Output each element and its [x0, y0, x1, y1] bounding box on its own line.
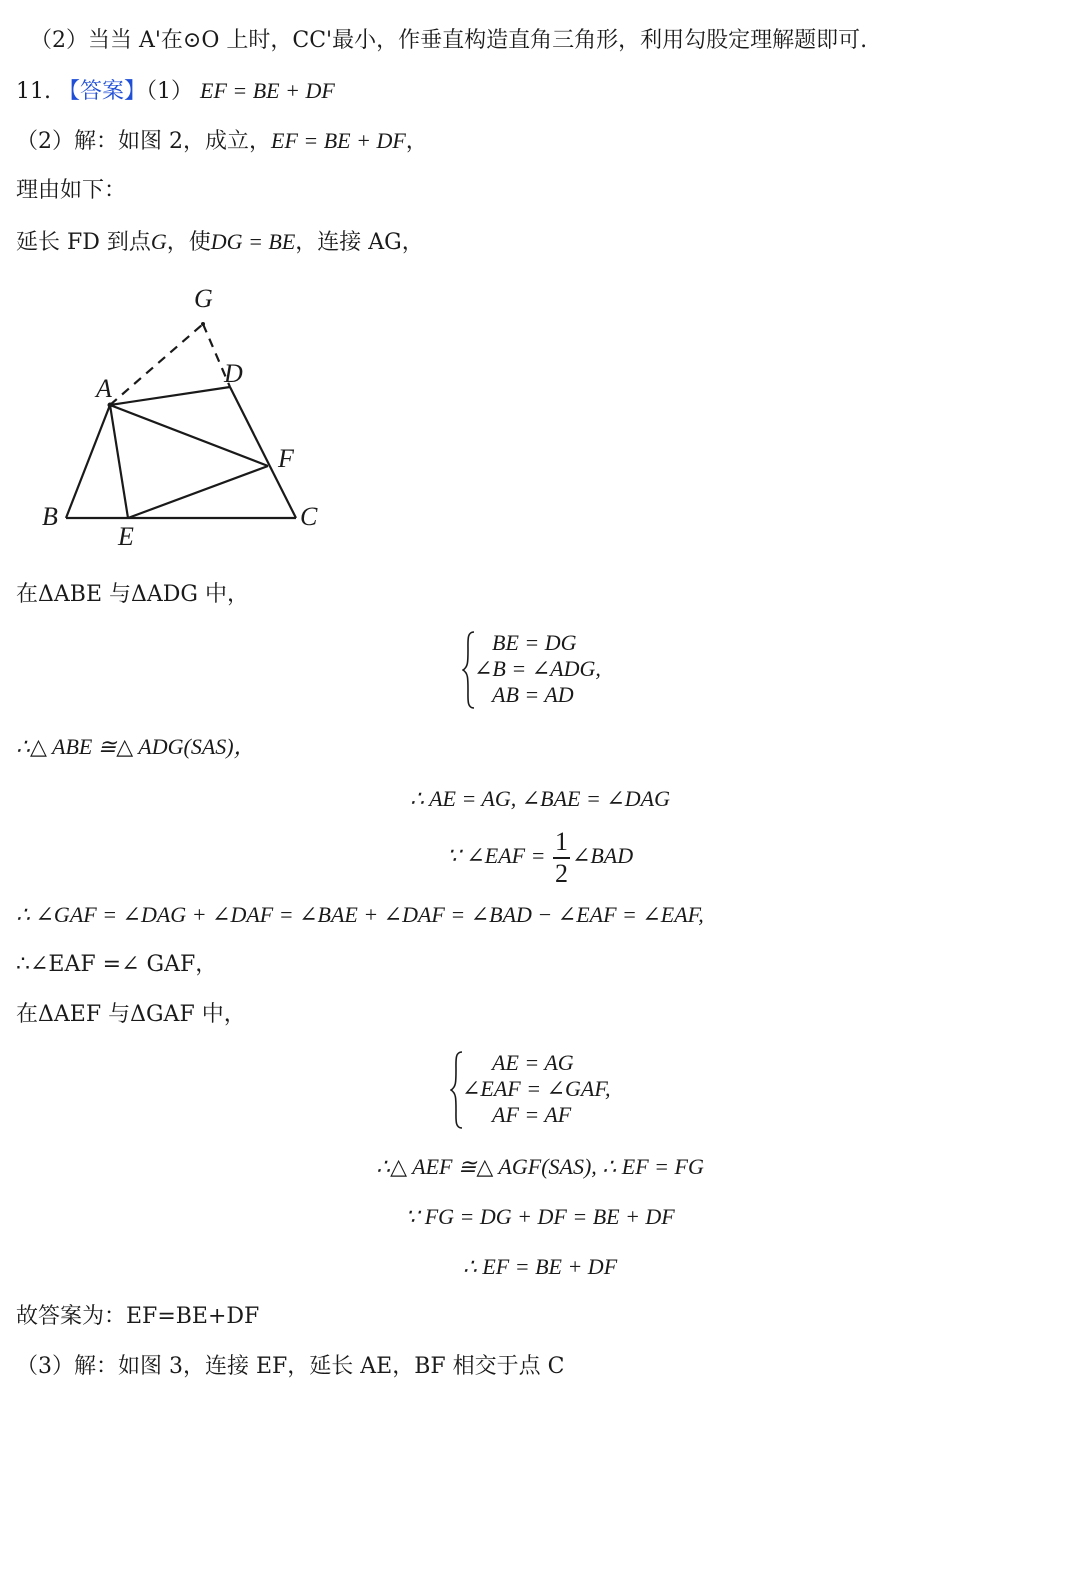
text-line-3	[16, 126, 428, 157]
construction-text-c: ，连接 AG，	[295, 230, 424, 255]
system-2-row-3: AF = AF	[492, 1102, 572, 1127]
system-1-row-1: BE = DG	[492, 630, 577, 655]
label-f: F	[278, 444, 294, 473]
label-e: E	[118, 522, 134, 551]
part-1-label: （1）	[146, 79, 194, 104]
text-line-14	[0, 1202, 1080, 1232]
part-2-claim: EF = BE + DF	[271, 128, 406, 153]
geometry-figure	[30, 278, 340, 553]
system-2-row-1: AE = AG	[492, 1050, 574, 1075]
reason-intro: 理由如下：	[16, 178, 127, 203]
angle-given-pre: ∵ ∠EAF =	[446, 843, 546, 868]
text-line-11	[16, 950, 217, 980]
construction-math: DG = BE	[210, 229, 296, 254]
text-line-4	[16, 176, 126, 206]
part-2-punct: ，	[405, 129, 428, 154]
segment-ba	[66, 405, 110, 518]
system-2-row-2: ∠EAF = ∠GAF,	[462, 1076, 611, 1101]
fraction-numerator: 1	[553, 829, 570, 859]
answer-tag: 【答案】	[58, 79, 147, 104]
equal-parts-1: ∴ AE = AG, ∠BAE = ∠DAG	[410, 786, 670, 811]
label-d: D	[224, 359, 243, 388]
congruence-2: ∴△ AEF ≅△ AGF(SAS), ∴ EF = FG	[376, 1154, 704, 1179]
triangle-compare-1: 在ΔABE 与ΔADG 中，	[16, 582, 249, 607]
equation-system-1	[462, 630, 662, 714]
segment-ef	[128, 466, 268, 518]
question-number: 11.	[16, 79, 51, 104]
fraction-one-half	[553, 826, 570, 888]
text-line-6	[16, 580, 249, 610]
angle-given-post: ∠BAD	[571, 843, 634, 868]
angle-equal: ∴∠EAF =∠ GAF，	[16, 952, 218, 977]
text-line-10	[16, 900, 704, 930]
text-line-17	[16, 1352, 565, 1382]
text-line-12	[16, 1000, 246, 1030]
triangle-compare-2: 在ΔAEF 与ΔGAF 中，	[16, 1002, 246, 1027]
equation-system-2	[450, 1050, 670, 1134]
part-2-intro: （2）解：如图 2，成立，	[16, 129, 271, 154]
system-1-row-3: AB = AD	[492, 682, 574, 707]
text-line-7	[16, 732, 256, 762]
point-a-dot	[108, 403, 113, 408]
label-a: A	[96, 374, 112, 403]
text-line-15	[0, 1252, 1080, 1282]
point-g-dot	[201, 322, 205, 326]
label-b: B	[42, 502, 58, 531]
construction-text-a: 延长 FD 到点	[16, 230, 151, 255]
text-line-5	[16, 227, 424, 258]
label-g: G	[194, 284, 213, 313]
label-c: C	[300, 502, 318, 531]
final-answer: 故答案为：EF=BE+DF	[16, 1304, 260, 1329]
answer-heading	[16, 76, 335, 107]
text-line-16	[16, 1302, 259, 1332]
segment-sum: ∵ FG = DG + DF = BE + DF	[405, 1204, 675, 1229]
construction-text-b: ，使	[166, 230, 211, 255]
congruence-1: ∴△ ABE ≅△ ADG(SAS)，	[16, 734, 256, 759]
part-1-answer: EF = BE + DF	[200, 78, 335, 103]
point-g: G	[150, 229, 167, 254]
text-line-9	[0, 824, 1080, 888]
text-line-8	[0, 784, 1080, 814]
fraction-denominator: 2	[554, 858, 568, 888]
angle-chain: ∴ ∠GAF = ∠DAG + ∠DAF = ∠BAE + ∠DAF = ∠BAD − ∠EAF = ∠EAF,	[16, 902, 704, 927]
segment-ae	[110, 405, 128, 518]
text-line-13	[0, 1152, 1080, 1182]
line-1-text: （2）当当 A'在⊙O 上时，CC'最小，作垂直构造直角三角形，利用勾股定理解题即可.	[30, 28, 868, 53]
system-1-row-2: ∠B = ∠ADG,	[474, 656, 601, 681]
part-3-intro: （3）解：如图 3，连接 EF，延长 AE，BF 相交于点 C	[16, 1354, 565, 1379]
conclusion: ∴ EF = BE + DF	[462, 1254, 618, 1279]
text-line-1	[30, 26, 867, 56]
